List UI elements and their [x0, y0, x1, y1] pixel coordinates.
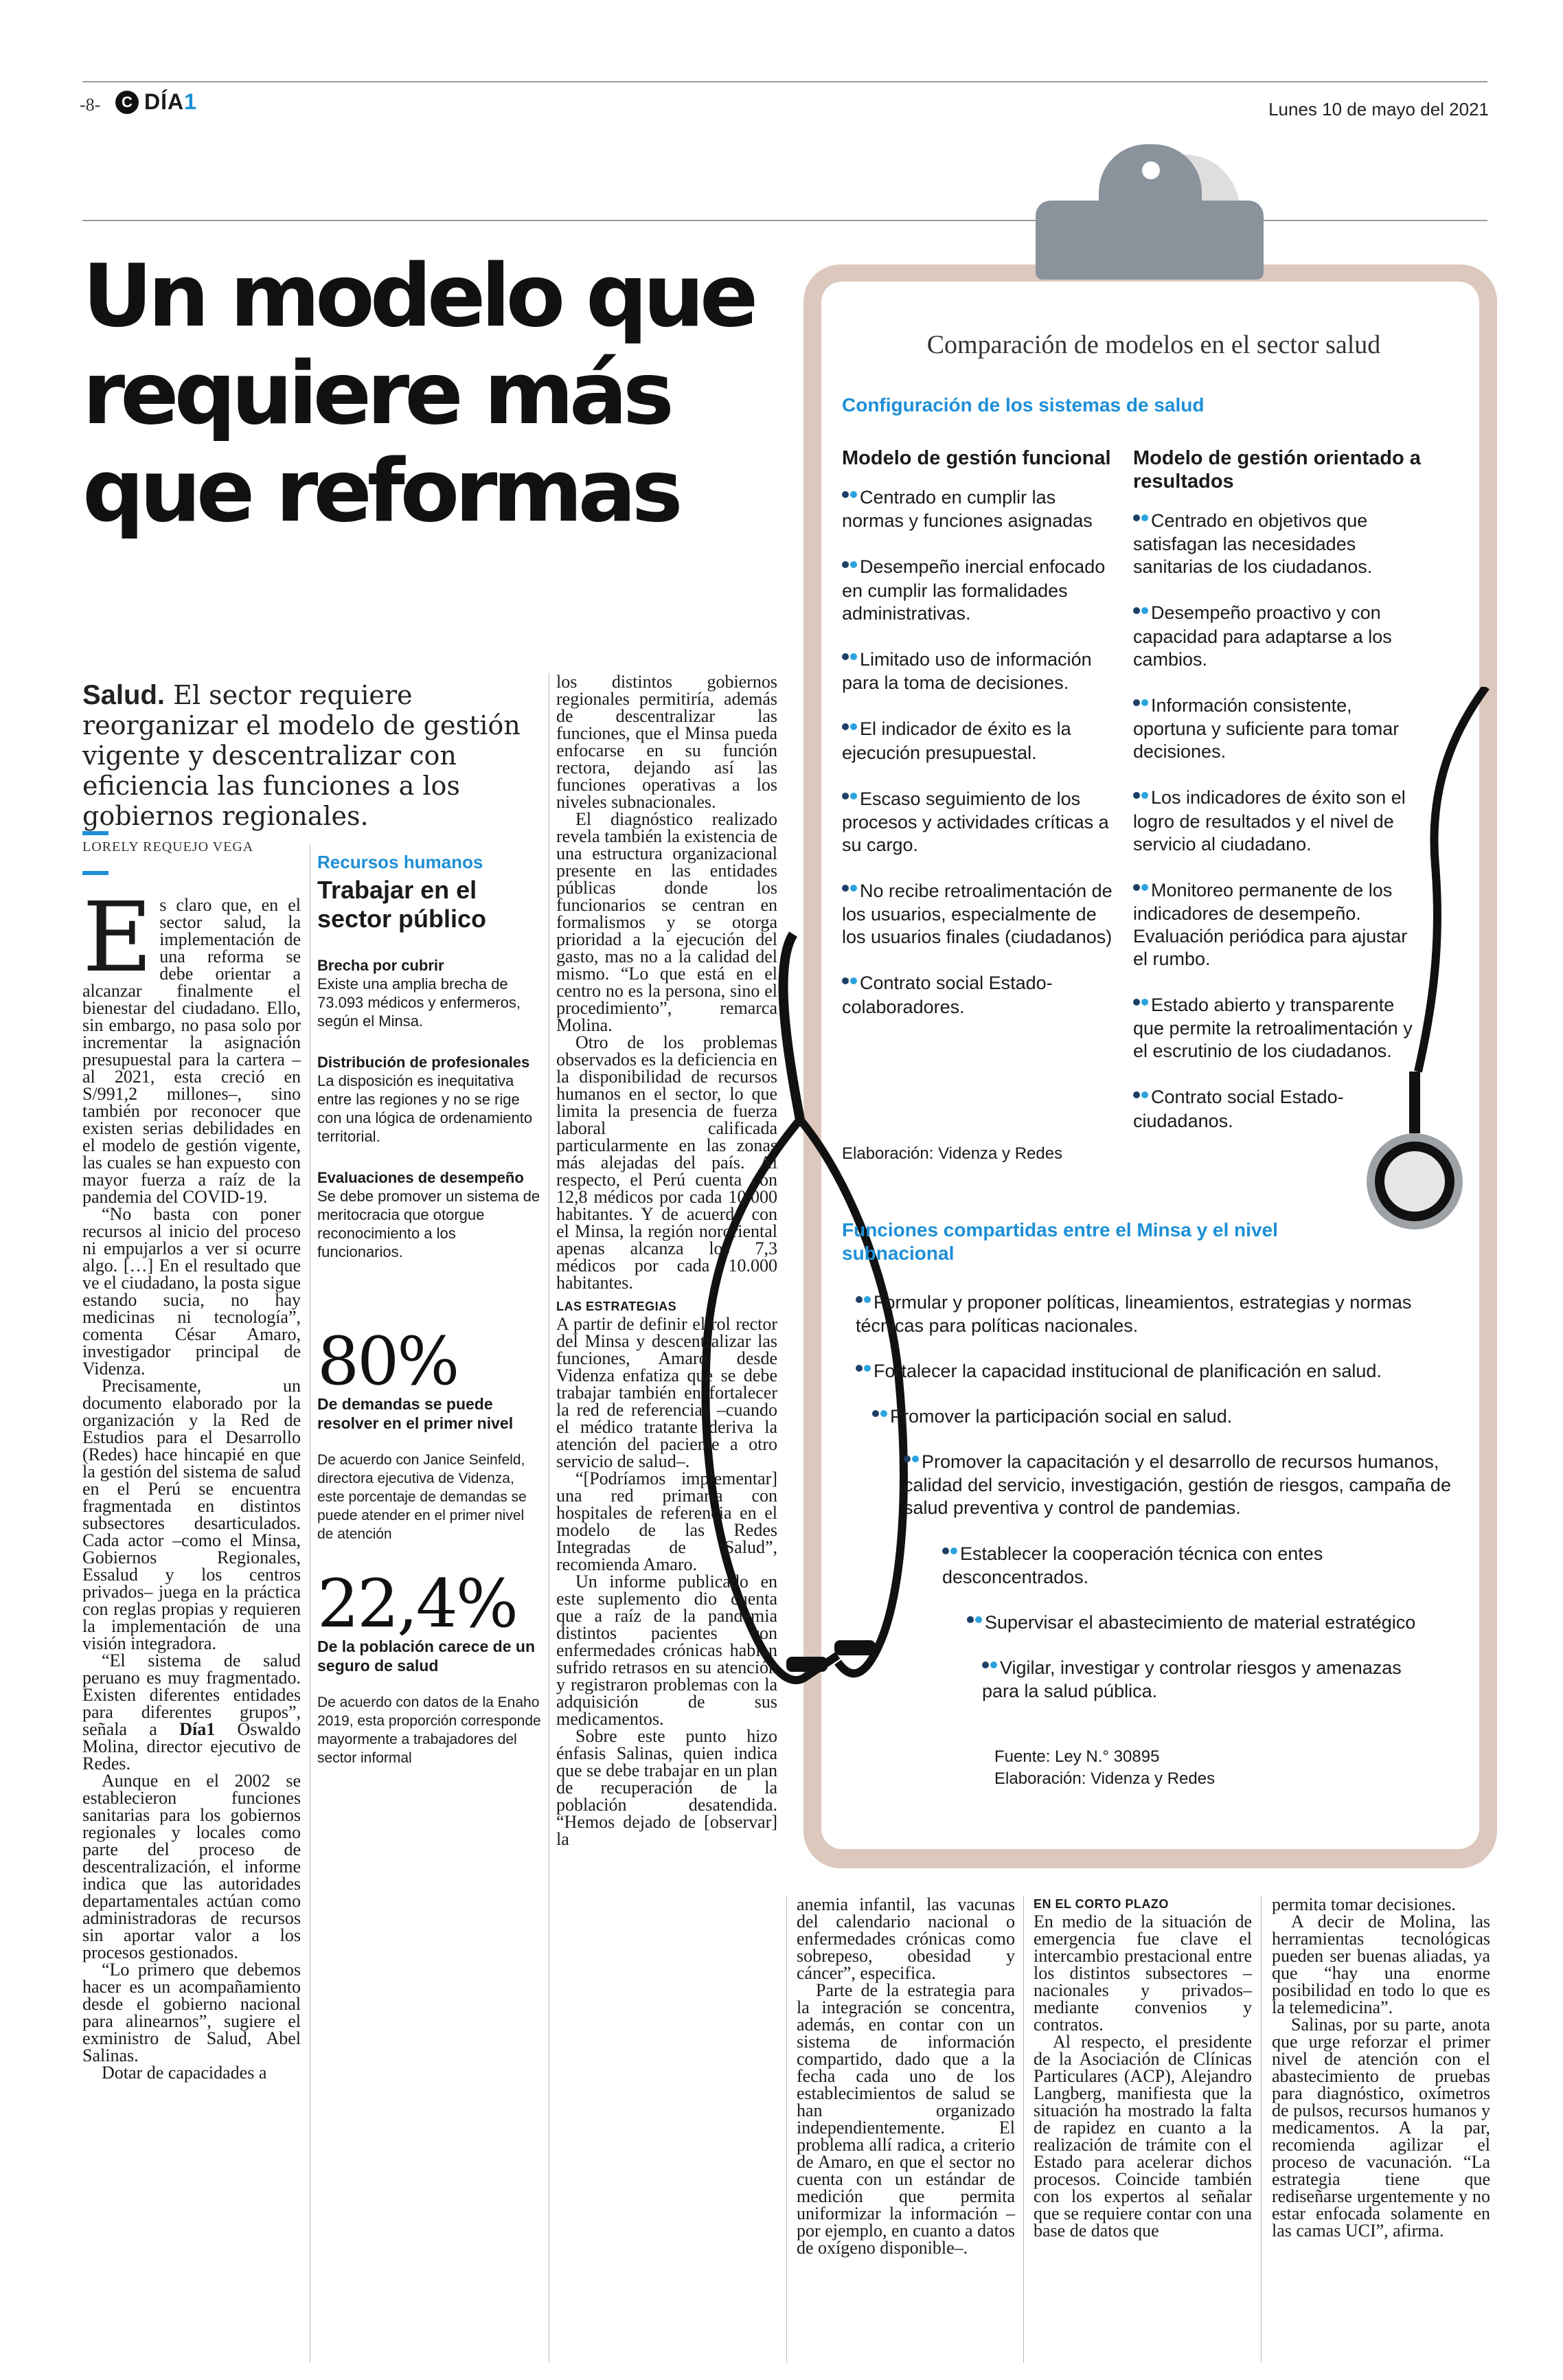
sidebar-item-head: Evaluaciones de desempeño — [317, 1169, 524, 1186]
paragraph: “Lo primero que debemos hacer es un acompañamiento desde el gobierno nacional para alinearnos”, sugiere el exministro de Salud, Abel Salinas. — [82, 1960, 301, 2065]
list-item: Contrato social Estado-ciudadanos. — [1133, 1087, 1344, 1131]
article-column-6 — [1272, 1896, 1490, 2239]
credit-line: Elaboración: Videnza y Redes — [994, 1769, 1216, 1788]
bullet-icon — [904, 1451, 920, 1474]
sidebar-item-head: Distribución de profesionales — [317, 1054, 530, 1071]
item-list — [1133, 510, 1422, 1133]
paragraph: Es claro que, en el sector salud, la implementación de una reforma se debe orientar a alcanzar finalmente el bienestar del ciudadano. Ello, sin embargo, no pasa solo por incrementar la asignación presupuestal para la cartera –al 2021, esta creció en S/991,2 millones–, sino también por reconocer que existen serias debilidades en el modelo de gestión vigente, las cuales se han expuesto con mayor fuerza a raíz de la pandemia del COVID-19. — [82, 882, 301, 1207]
subheading: EN EL CORTO PLAZO — [1034, 1897, 1169, 1911]
subheading: LAS ESTRATEGIAS — [556, 1300, 677, 1313]
bullet-icon — [967, 1612, 983, 1635]
item-list — [842, 486, 1117, 1019]
byline-rule — [82, 871, 109, 875]
logo — [115, 89, 197, 115]
article-column-4 — [797, 1896, 1015, 2256]
paragraph: El diagnóstico realizado revela también la existencia de una estructura organizacional presente en las entidades públicas donde los funcionarios se centran en formalismos y se otorga prioridad a la ejecución del gasto, mas no a la calidad del mismo. “Lo que está en el centro no es la persona, sino el procedimiento”, remarca Molina. — [556, 809, 777, 1035]
paragraph: A decir de Molina, las herramientas tecnológicas pueden ser buenas aliadas, ya que “hay una enorme posibilidad en todo lo que es la telemedicina”. — [1272, 1912, 1490, 2017]
list-item: Centrado en cumplir las normas y funciones asignadas — [842, 487, 1093, 532]
column-heading: Modelo de gestión funcional — [842, 447, 1111, 469]
paragraph: Sobre este punto hizo énfasis Salinas, quien indica que se debe trabajar en un plan de recuperación de la población desatendida. “Hemos dejado de [observar] la — [556, 1726, 777, 1849]
paragraph: los distintos gobiernos regionales permitiría, además de descentralizar las funciones, que el Minsa pueda enfocarse en su función rectora, dejando así las funciones operativas a los niveles subnacionales. — [556, 672, 777, 812]
paragraph: Aunque en el 2002 se establecieron funciones sanitarias para los gobiernos regionales y locales como parte del proceso de descentralización, el informe indica que las autoridades departamentales actúan como administradoras de recursos sin aportar valor a los procesos gestionados. — [82, 1771, 301, 1962]
function-item: Promover la capacitación y el desarrollo de recursos humanos, calidad del servicio, investigación, gestión de riesgos, campaña de salud preventiva y control de pandemias. — [904, 1451, 1451, 1519]
header-rule — [82, 81, 1487, 82]
list-item: Estado abierto y transparente que permite la retroalimentación y el escrutinio de los ciudadanos. — [1133, 994, 1413, 1062]
logo-icon: C — [115, 91, 139, 114]
paragraph: Otro de los problemas observados es la deficiencia en la disponibilidad de recursos humanos en el sector, lo que limita la presencia de fuerza laboral calificada particularmente en las zonas más alejadas del país. Al respecto, el Perú cuenta con 12,8 médicos por cada 10.000 habitantes. Y de acuerdo con el Minsa, la región nororiental apenas alcanza los 7,3 médicos por cada 10.000 habitantes. — [556, 1032, 777, 1293]
paragraph: Salinas, por su parte, anota que urge reforzar el primer nivel de atención con el abastecimiento de pruebas para diagnóstico, oxímetros de pulsos, recursos humanos y medicamentos. A la par, recomienda agilizar el proceso de vacunación. “La estrategia tiene que rediseñarse urgentemente y no estar enfocada solamente en las camas UCI”, afirma. — [1272, 2015, 1490, 2241]
bullet-icon — [982, 1657, 999, 1680]
function-item: Supervisar el abastecimiento de material estratégico — [967, 1611, 1448, 1635]
column-rule — [1261, 1896, 1262, 2363]
list-item: Contrato social Estado-colaboradores. — [842, 973, 1053, 1017]
paragraph: En medio de la situación de emergencia fue clave el intercambio prestacional entre los distintos subsectores –nacionales y privados– mediante convenios y contratos. — [1034, 1912, 1252, 2035]
results-model-column — [1133, 446, 1422, 1156]
functional-model-column — [842, 446, 1117, 1042]
deck-text: El sector requiere reorganizar el modelo de gestión vigente y descentralizar con eficiencia las funciones a los gobiernos regionales. — [82, 680, 521, 831]
paragraph: Dotar de capacidades a — [102, 2063, 267, 2083]
list-item: Escaso seguimiento de los procesos y actividades críticas a su cargo. — [842, 788, 1109, 855]
list-item: El indicador de éxito es la ejecución presupuestal. — [842, 718, 1071, 763]
paragraph: “[Podríamos implementar] una red primaria con hospitales de referencia en el modelo de las Redes Integradas de Salud”, recomienda Amaro. — [556, 1469, 777, 1574]
headline-line: requiere más — [82, 343, 670, 444]
stat-text: De acuerdo con datos de la Enaho 2019, esta proporción corresponde mayormente a trabajadores del sector informal — [317, 1695, 541, 1766]
infographic-section-title: Configuración de los sistemas de salud — [842, 394, 1205, 416]
list-item: Limitado uso de información para la toma de decisiones. — [842, 648, 1092, 694]
bullet-icon — [1133, 603, 1150, 626]
column-rule — [786, 1896, 787, 2363]
bullet-icon — [842, 881, 858, 903]
sidebar-item-text: Se debe promover un sistema de meritocracia que otorgue reconocimiento a los funcionarios. — [317, 1188, 540, 1260]
logo-text: DÍA1 — [144, 89, 197, 114]
paragraph: permita tomar decisiones. — [1272, 1894, 1456, 1914]
bullet-icon — [1133, 880, 1150, 903]
stat-value: 80% — [317, 1323, 458, 1400]
list-item: Desempeño proactivo y con capacidad para adaptarse a los cambios. — [1133, 602, 1392, 670]
sidebar-item-text: La disposición es inequitativa entre las regiones y no se rige con una lógica de ordenamiento territorial. — [317, 1072, 533, 1145]
bullet-icon — [856, 1361, 872, 1383]
headline-line: Un modelo que — [82, 245, 754, 346]
drop-cap: E — [82, 882, 153, 994]
paragraph: “No basta con poner recursos al inicio del proceso ni empujarlos a ver si ocurre algo. […] En el resultado que ve el ciudadano, la posta sigue estando sucia, no hay medicinas ni tecnología”, comenta César Amaro, investigador principal de Videnza. — [82, 1204, 301, 1379]
byline: LORELY REQUEJO VEGA — [82, 839, 254, 854]
bullet-icon — [1133, 995, 1150, 1017]
infographic-credit: Elaboración: Videnza y Redes — [842, 1144, 1063, 1163]
paragraph: Un informe publicado en este suplemento dio cuenta que a raíz de la pandemia distintos pacientes con enfermedades crónicas habían sufrido retrasos en su atención y registraron problemas con la adquisición de sus medicamentos. — [556, 1572, 777, 1729]
sidebar-item-head: Brecha por cubrir — [317, 957, 444, 974]
headline — [82, 247, 755, 540]
paragraph: “El sistema de salud peruano es muy fragmentado. Existen diferentes entidades para diferentes grupos”, señala a Día1 Oswaldo Molina, director ejecutivo de Redes. — [82, 1651, 301, 1773]
stat-text: De acuerdo con Janice Seinfeld, directora ejecutiva de Videnza, este porcentaje de demandas se puede atender en el primer nivel de atención — [317, 1452, 527, 1542]
bullet-icon — [842, 789, 858, 811]
bullet-icon — [842, 649, 858, 672]
bullet-icon — [1133, 510, 1150, 533]
article-column-3 — [556, 673, 777, 1848]
paragraph: anemia infantil, las vacunas del calendario nacional o enfermedades crónicas como sobrepeso, obesidad y cáncer”, especifica. — [797, 1894, 1015, 1983]
bullet-icon — [1133, 788, 1150, 811]
sidebar-kicker: Recursos humanos — [317, 852, 483, 872]
section-rule — [82, 220, 1487, 221]
sidebar-item-text: Existe una amplia brecha de 73.093 médicos y enfermeros, según el Minsa. — [317, 975, 521, 1030]
list-item: Monitoreo permanente de los indicadores de desempeño. Evaluación periódica para ajustar el rumbo. — [1133, 879, 1408, 969]
deck-keyword: Salud. — [82, 680, 166, 710]
column-heading: Modelo de gestión orientado a resultados — [1133, 447, 1421, 492]
list-item: Información consistente, oportuna y suficiente para tomar decisiones. — [1133, 694, 1400, 762]
page-number: -8- — [80, 95, 101, 115]
sidebar-title: Trabajar en el sector público — [317, 876, 487, 933]
source-line: Fuente: Ley N.° 30895 — [994, 1747, 1160, 1766]
infographic-source — [994, 1746, 1215, 1790]
stat-head: De demandas se puede resolver en el primer nivel — [317, 1395, 514, 1432]
function-item: Formular y proponer políticas, lineamientos, estrategias y normas técnicas para políticas nacionales. — [856, 1292, 1412, 1337]
stat-head: De la población carece de un seguro de salud — [317, 1637, 535, 1675]
article-column-5 — [1034, 1896, 1252, 2239]
function-item: Establecer la cooperación técnica con entes desconcentrados. — [942, 1543, 1323, 1588]
paragraph: A partir de definir el rol rector del Minsa y descentralizar las funciones, Amaro desde Videnza enfatiza que se debe trabajar también en fortalecer la red de referencias –cuando el médico tratante deriva la atención del paciente a otro servicio de salud–. — [556, 1314, 777, 1471]
headline-line: que reformas — [82, 440, 678, 541]
paragraph: Precisamente, un documento elaborado por la organización y la Red de Estudios para el Desarrollo (Redes) hace hincapié en que la gestión del sistema de salud en el Perú se encuentra fragmentada en distintos subsectores desarticulados. Cada actor –como el Minsa, Gobiernos Regionales, Essalud y los centros privados– juega en la práctica con reglas propias y requieren la implementación de una visión integradora. — [82, 1376, 301, 1653]
list-item: Los indicadores de éxito son el logro de resultados y el nivel de servicio al ciudadano. — [1133, 787, 1406, 854]
function-item: Fortalecer la capacidad institucional de planificación en salud. — [856, 1360, 1446, 1383]
bullet-icon — [856, 1292, 872, 1315]
clip-hole — [1142, 161, 1160, 179]
bullet-icon — [842, 719, 858, 742]
list-item: Desempeño inercial enfocado en cumplir las formalidades administrativas. — [842, 556, 1106, 624]
function-item: Promover la participación social en salud. — [872, 1405, 1435, 1429]
bullet-icon — [872, 1406, 889, 1429]
issue-date: Lunes 10 de mayo del 2021 — [1268, 99, 1489, 120]
stat-value: 22,4% — [317, 1565, 516, 1642]
list-item: No recibe retroalimentación de los usuarios, especialmente de los usuarios finales (ciudadanos) — [842, 880, 1113, 948]
list-item: Centrado en objetivos que satisfagan las necesidades sanitarias de los ciudadanos. — [1133, 510, 1373, 578]
article-column-1 — [82, 882, 301, 2083]
column-rule — [1023, 1896, 1024, 2363]
bullet-icon — [942, 1543, 959, 1566]
clipboard-clip — [1036, 201, 1264, 280]
bullet-icon — [1133, 695, 1150, 718]
bullet-icon — [842, 487, 858, 510]
bullet-icon — [1133, 1087, 1150, 1110]
infographic-section-title: Funciones compartidas entre el Minsa y el nivel subnacional — [842, 1219, 1278, 1264]
deck — [82, 680, 536, 831]
bullet-icon — [842, 973, 858, 996]
infographic-title: Comparación de modelos en el sector salud — [926, 330, 1381, 359]
byline-rule — [82, 831, 109, 835]
paragraph: Parte de la estrategia para la integración se concentra, además, en contar con un sistema de información compartido, dado que a la fecha cada uno de los establecimientos de salud se han organizado independientemente. El problema allí radica, a criterio de Amaro, en que el sector no cuenta con un estándar de medición que permita uniformizar la información –por ejemplo, en cuanto a datos de oxígeno disponible–. — [797, 1980, 1015, 2258]
sidebar — [317, 852, 544, 1767]
paragraph: Al respecto, el presidente de la Asociación de Clínicas Particulares (ACP), Alejandro Langberg, manifiesta que la situación ha mostrado la falta de rapidez en cuanto a la realización de trámite con el Estado para acelerar dichos procesos. Coincide también con los expertos al señalar que se requiere contar con una base de datos que — [1034, 2032, 1252, 2241]
function-item: Vigilar, investigar y controlar riesgos y amenazas para la salud pública. — [982, 1657, 1402, 1702]
bullet-icon — [842, 557, 858, 580]
